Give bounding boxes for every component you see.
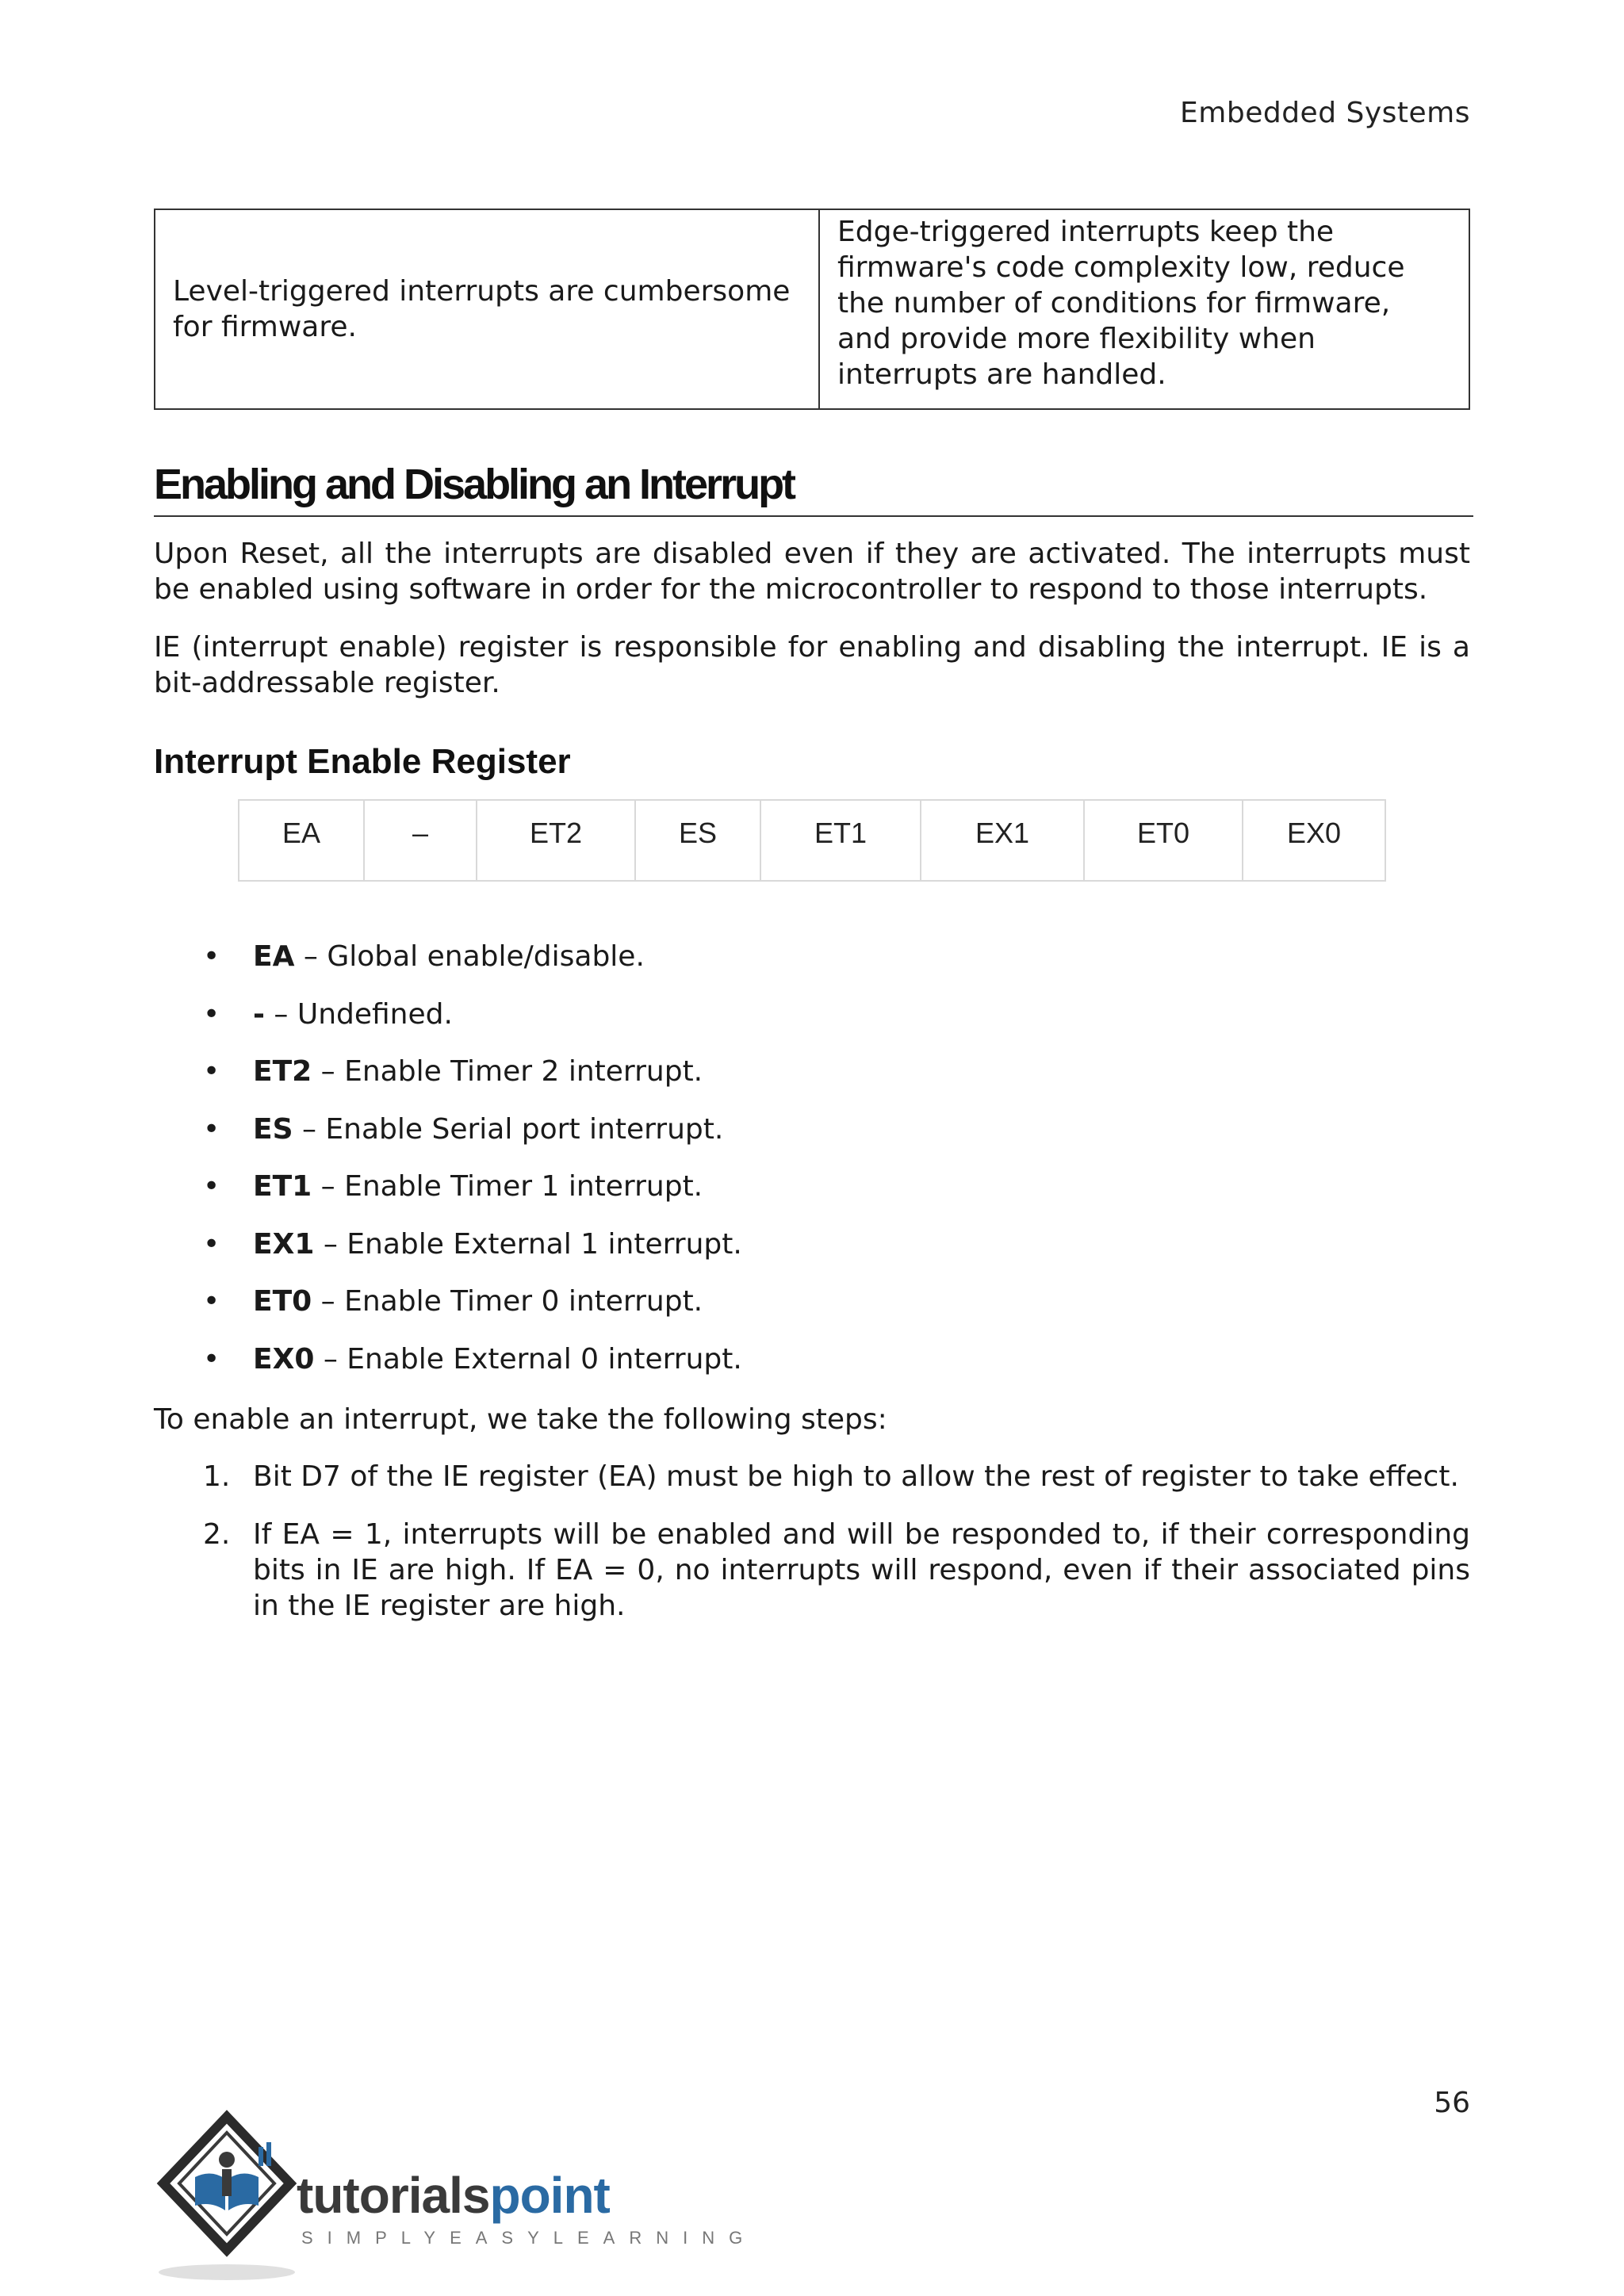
register-bit-cell: EX0 — [1243, 800, 1385, 881]
table-row — [155, 209, 1469, 409]
register-bit-cell: ES — [635, 800, 760, 881]
bullet-icon: • — [203, 1170, 220, 1203]
register-bit-cell: ET1 — [760, 800, 921, 881]
bit-term: EX0 — [253, 1342, 315, 1376]
logo-word-tutorials: tutorials — [297, 2167, 490, 2224]
step-number: 1. — [203, 1460, 231, 1493]
bit-desc: – Enable Timer 1 interrupt. — [312, 1170, 703, 1203]
bullet-icon: • — [203, 940, 220, 973]
steps-list — [154, 1459, 1470, 1646]
register-bit-table — [238, 799, 1386, 882]
table-cell-edge-triggered: Edge-triggered interrupts keep the firmware's code complexity low, reduce the number of conditions for firmware, and provide more flexibility when interrupts are handled. — [819, 209, 1469, 409]
bullet-icon: • — [203, 1285, 220, 1318]
list-item — [154, 1226, 742, 1284]
logo-tagline: SIMPLYEASYLEARNING — [301, 2228, 757, 2248]
paragraph-reset: Upon Reset, all the interrupts are disabled even if they are activated. The interrupts must be enabled using software in order for the microcontroller to respond to those interrupts. — [154, 538, 1470, 606]
step-text: Bit D7 of the IE register (EA) must be high to allow the rest of register to take effect. — [253, 1460, 1459, 1493]
list-item — [154, 1341, 742, 1399]
bullet-icon: • — [203, 997, 220, 1031]
register-bit-cell: EX1 — [921, 800, 1084, 881]
list-item — [154, 997, 742, 1054]
bit-term: ET2 — [253, 1055, 312, 1088]
bit-desc: – Enable Serial port interrupt. — [293, 1112, 724, 1146]
table-row — [239, 800, 1385, 881]
running-header: Embedded Systems — [1180, 97, 1470, 129]
step-number: 2. — [203, 1518, 231, 1551]
subheading-ie-register: Interrupt Enable Register — [154, 742, 571, 781]
bit-term: EX1 — [253, 1227, 315, 1261]
list-item — [154, 1284, 742, 1341]
bit-desc: – Enable Timer 2 interrupt. — [312, 1055, 703, 1088]
list-item — [154, 1459, 1470, 1494]
list-item — [154, 1517, 1470, 1624]
bit-desc: – Enable External 1 interrupt. — [314, 1227, 742, 1261]
bullet-icon: • — [203, 1342, 220, 1376]
comparison-table — [154, 209, 1470, 410]
register-bit-cell: ET0 — [1084, 800, 1243, 881]
bit-desc: – Global enable/disable. — [294, 940, 645, 973]
table-cell-level-triggered: Level-triggered interrupts are cumbersome for firmware. — [155, 209, 819, 409]
logo-word-point: point — [489, 2167, 610, 2224]
bit-term: - — [253, 997, 265, 1031]
register-bit-cell: ET2 — [477, 800, 635, 881]
steps-intro: To enable an interrupt, we take the following steps: — [154, 1403, 887, 1436]
register-bit-cell: EA — [239, 800, 364, 881]
bit-term: EA — [253, 940, 295, 973]
tutorialspoint-logo — [154, 2109, 757, 2283]
bit-term: ET0 — [253, 1285, 312, 1318]
list-item — [154, 1112, 742, 1169]
bit-desc: – Enable Timer 0 interrupt. — [312, 1285, 703, 1318]
section-title: Enabling and Disabling an Interrupt — [154, 460, 1473, 517]
bit-term: ES — [253, 1112, 293, 1146]
bit-description-list — [154, 939, 742, 1399]
bullet-icon: • — [203, 1227, 220, 1261]
step-text: If EA = 1, interrupts will be enabled and will be responded to, if their corresponding bits in IE are high. If EA = 0, no interrupts will respond, even if their associated pins in the IE register are high. — [253, 1518, 1470, 1622]
bit-desc: – Enable External 0 interrupt. — [314, 1342, 742, 1376]
list-item — [154, 1054, 742, 1112]
logo-wordmark — [297, 2166, 610, 2225]
paragraph-ie-register: IE (interrupt enable) register is responsible for enabling and disabling the interrupt. IE is a bit-addressable register. — [154, 631, 1470, 699]
bullet-icon: • — [203, 1112, 220, 1146]
list-item — [154, 939, 742, 997]
bullet-icon: • — [203, 1055, 220, 1088]
logo-emblem-icon — [154, 2109, 297, 2283]
register-bit-cell: – — [364, 800, 477, 881]
page-number: 56 — [1434, 2087, 1470, 2119]
bit-desc: – Undefined. — [264, 997, 453, 1031]
bit-term: ET1 — [253, 1170, 312, 1203]
list-item — [154, 1169, 742, 1226]
